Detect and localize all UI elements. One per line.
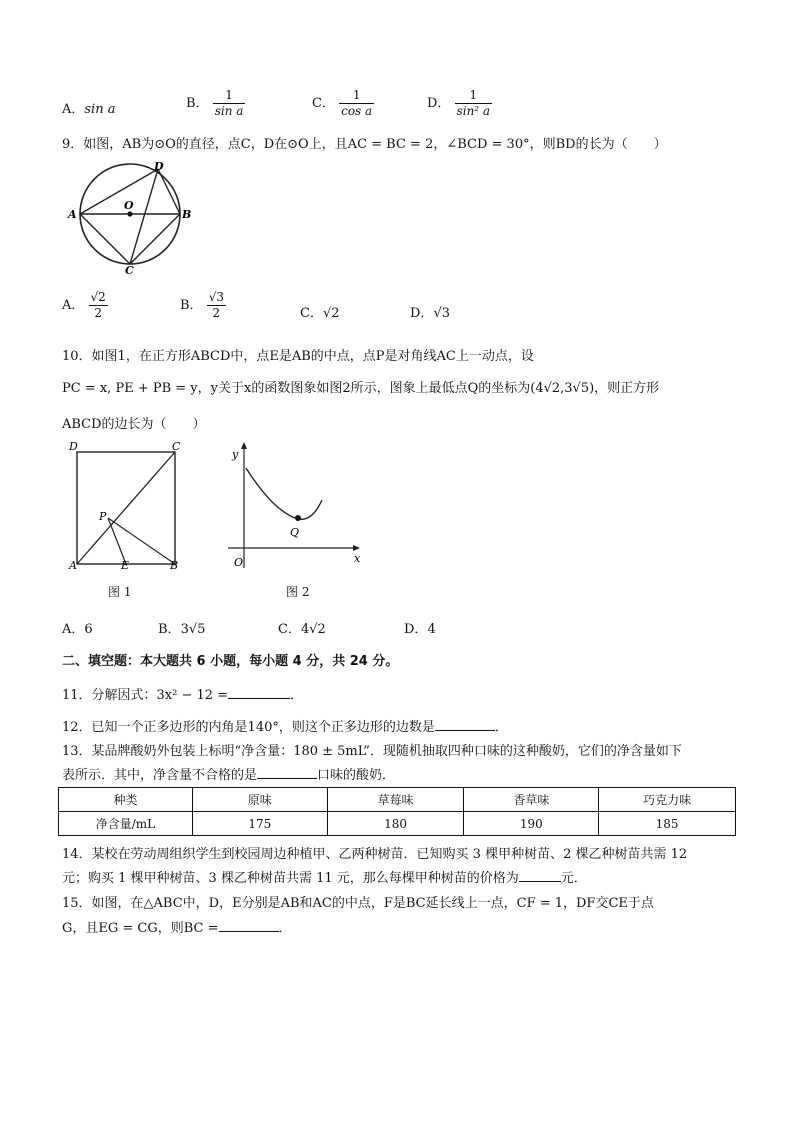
svg-text:O: O [124, 199, 134, 212]
q10-line1: 10．如图1，在正方形ABCD中，点E是AB的中点，点P是对角线AC上一动点，设 [62, 349, 534, 364]
q9-option-a: A． $\frac{√2}{2}$ [62, 290, 106, 320]
answer-blank [257, 767, 317, 779]
svg-text:C: C [125, 264, 134, 276]
svg-text:A: A [68, 208, 77, 221]
q13-line2: 表所示．其中，净含量不合格的是 口味的酸奶． [62, 768, 396, 783]
q9-option-c: C．√2 [300, 306, 340, 321]
q13-line1: 13．某品牌酸奶外包装上标明“净含量：180 ± 5mL”．现随机抽取四种口味的这种酸奶，它们的净含量如下 [62, 744, 682, 759]
svg-text:E: E [121, 559, 130, 572]
q10-line3: ABCD的边长为（ ） [62, 417, 206, 432]
table-row [59, 812, 736, 836]
svg-text:P: P [99, 510, 107, 523]
svg-text:D: D [154, 160, 164, 173]
q10-line2: PC = x, PE + PB = y，y关于x的函数图象如图2所示，图象上最低点Q的坐标为(4√2,3√5)，则正方形 [62, 381, 660, 396]
q9-circle-figure [66, 160, 194, 276]
q10-option-b: B．3√5 [158, 622, 206, 637]
answer-blank [219, 920, 279, 932]
table-header-row [59, 788, 736, 812]
q11: 11．分解因式：3x² − 12 = ． [62, 688, 304, 703]
section-heading: 二、填空题：本大题共 6 小题，每小题 4 分，共 24 分。 [62, 654, 399, 669]
answer-blank [519, 870, 561, 882]
q9-option-d: D．√3 [410, 306, 450, 321]
q10-option-a: A．6 [62, 622, 93, 637]
svg-text:C: C [172, 440, 181, 453]
fig2-caption: 图 2 [286, 585, 310, 599]
answer-blank [435, 719, 495, 731]
q10-option-c: C．4√2 [278, 622, 326, 637]
svg-text:O: O [234, 556, 244, 569]
table-cell: 草莓味 [327, 788, 464, 812]
q10-graph-figure [222, 438, 364, 574]
svg-text:B: B [170, 559, 179, 572]
answer-blank [228, 687, 290, 699]
table-cell: 种类 [59, 788, 193, 812]
svg-text:y: y [232, 448, 239, 461]
diagonal-ac [77, 452, 175, 564]
q10-option-d: D．4 [404, 622, 436, 637]
q10-square-figure [64, 438, 192, 574]
table-cell: 净含量/mL [59, 812, 193, 836]
svg-text:B: B [182, 208, 192, 221]
table-cell: 巧克力味 [599, 788, 736, 812]
table-cell: 原味 [192, 788, 327, 812]
q15-line2: G，且EG = CG，则BC = ． [62, 921, 292, 936]
table-cell: 175 [192, 812, 327, 836]
q9-option-b: B． $\frac{√3}{2}$ [180, 290, 224, 320]
svg-text:A: A [69, 559, 77, 572]
q9-stem: 9．如图，AB为⊙O的直径，点C，D在⊙O上，且AC = BC = 2，∠BCD = 30°，则BD的长为（ ） [62, 137, 667, 152]
q14-line2: 元；购买 1 棵甲种树苗、3 棵乙种树苗共需 11 元，那么每棵甲种树苗的价格为 元． [62, 871, 587, 886]
q14-line1: 14．某校在劳动周组织学生到校园周边种植甲、乙两种树苗．已知购买 3 棵甲种树苗、2 棵乙种树苗共需 12 [62, 847, 688, 862]
svg-text:Q: Q [290, 526, 300, 539]
q15-line1: 15．如图，在△ABC中，D，E分别是AB和AC的中点，F是BC延长线上一点，CF = 1，DF交CE于点 [62, 896, 654, 911]
table-cell: 180 [327, 812, 464, 836]
q8-option-d: D． $\frac{1}{\text{sin² a}}$ [427, 88, 491, 118]
table-cell: 185 [599, 812, 736, 836]
function-curve [246, 468, 322, 519]
point-q [295, 515, 301, 521]
q8-option-c: C． $\frac{1}{\text{cos a}}$ [312, 88, 373, 118]
content-table [58, 787, 736, 836]
fig1-caption: 图 1 [108, 585, 132, 599]
q8-option-a: A．sin a [62, 102, 116, 117]
svg-text:D: D [69, 440, 78, 453]
table-cell: 190 [464, 812, 599, 836]
svg-text:x: x [354, 552, 361, 565]
q12: 12．已知一个正多边形的内角是140°，则这个正多边形的边数是 ． [62, 720, 508, 735]
table-cell: 香草味 [464, 788, 599, 812]
q8-option-b: B． $\frac{1}{\text{sin a}}$ [186, 88, 244, 118]
